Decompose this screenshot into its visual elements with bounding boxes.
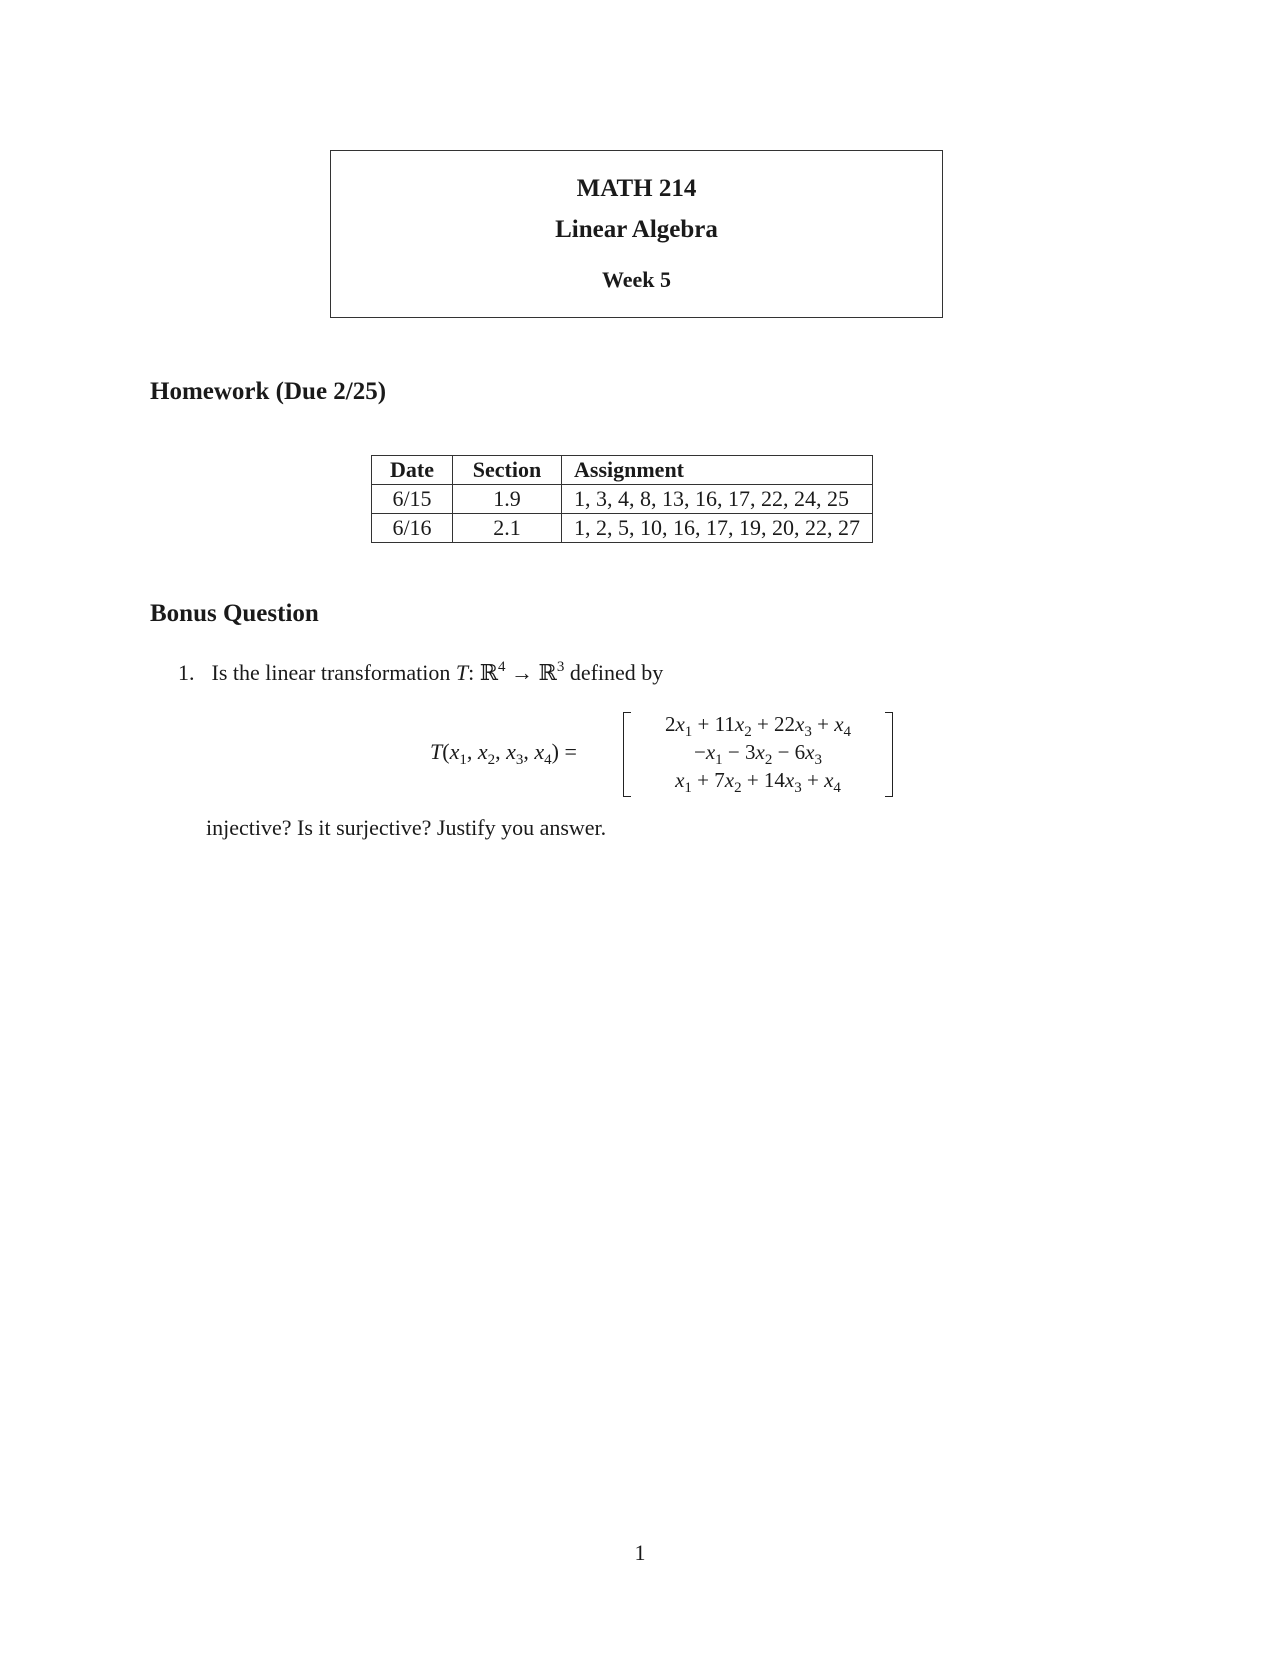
section-cell: 2.1 [453,514,562,543]
map-symbol: T [455,660,469,685]
page-number: 1 [634,1540,646,1565]
section-cell: 1.9 [453,485,562,514]
week-label: Week 5 [601,267,672,292]
column-header-section: Section [453,456,562,485]
codomain-symbol: ℝ [538,661,557,686]
date-cell: 6/16 [372,514,453,543]
column-header-assignment: Assignment [562,456,873,485]
assignment-cell: 1, 2, 5, 10, 16, 17, 19, 20, 22, 27 [562,514,873,543]
matrix-row-2: $-x_1 - 3x_2 - 6x_3$ [693,740,822,768]
course-code: MATH 214 [576,175,697,202]
arrow-symbol: → [511,660,534,685]
homework-table [371,455,873,543]
course-name: Linear Algebra [555,216,718,243]
matrix-right-bracket [885,712,893,797]
codomain-dimension: 3 [556,659,565,675]
question-number: 1. [178,660,195,685]
bonus-question: 1. Is the linear transformation T: ℝ$^4$ → ℝ$^3$ defined by [178,659,664,686]
matrix-row-1: $2x_1 + 11x_2 + 22x_3 + x_4$ [664,712,852,740]
domain-symbol: ℝ [479,661,499,686]
transformation-matrix [623,712,893,797]
matrix-row-3: $x_1 + 7x_2 + 14x_3 + x_4$ [675,768,841,796]
follow-up-text: injective? Is it surjective? Justify you answer. [206,815,607,840]
title-box [330,150,943,318]
bonus-heading: Bonus Question [150,600,319,627]
equation-lhs: $T(x_1$, $x_2$, $x_3$, $x_4$) = [430,739,577,768]
question-tail: defined by [569,660,664,685]
domain-dimension: 4 [498,659,506,675]
assignment-cell: 1, 3, 4, 8, 13, 16, 17, 22, 24, 25 [562,485,873,514]
column-header-date: Date [372,456,453,485]
table-header-row [372,456,873,485]
homework-heading: Homework (Due 2/25) [150,378,387,405]
table-row [372,485,873,514]
table-row [372,514,873,543]
question-text: Is the linear transformation [211,660,451,685]
date-cell: 6/15 [372,485,453,514]
matrix-left-bracket [623,712,631,797]
